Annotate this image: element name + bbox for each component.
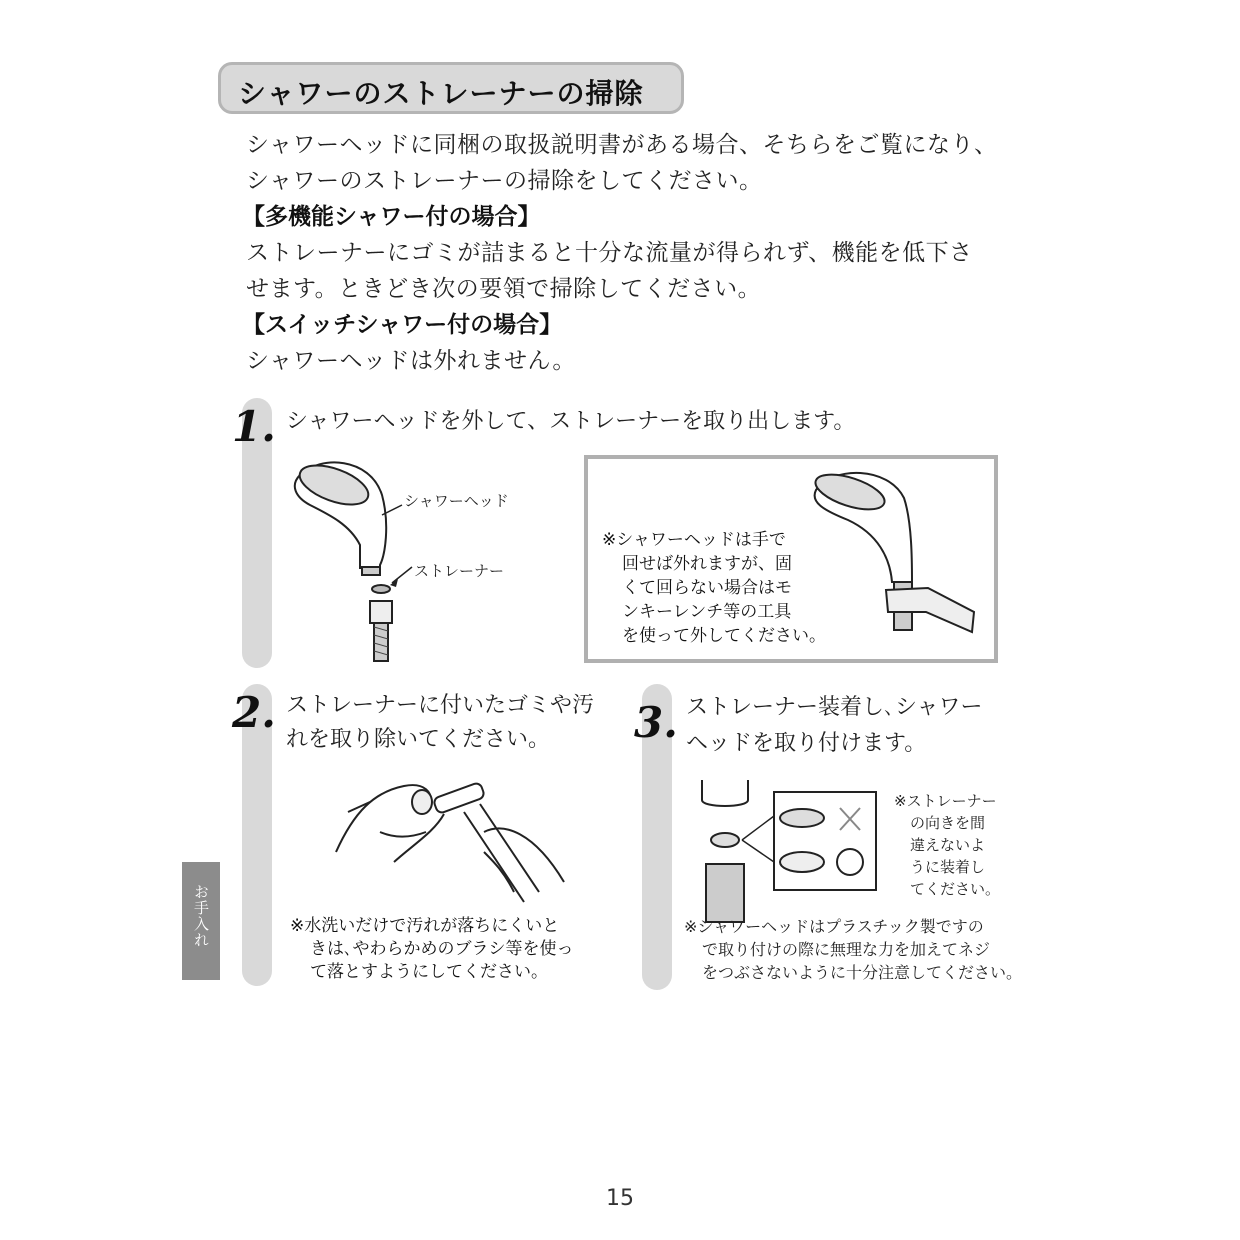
step1-note-line-2: 回せば外れますが、固: [622, 554, 792, 574]
intro-line-2: シャワーのストレーナーの掃除をしてください。: [246, 168, 763, 194]
step3-note-line-1: ※シャワーヘッドはプラスチック製ですの: [684, 917, 984, 936]
label-shower-head: シャワーヘッド: [404, 492, 509, 510]
orient-note-line-2: の向きを間: [910, 814, 986, 832]
step3-note-line-2: で取り付けの際に無理な力を加えてネジ: [702, 940, 991, 959]
strainer-orientation-illustration: [698, 778, 882, 928]
step1-note-line-5: を使って外してください。: [622, 626, 826, 646]
orient-note-line-5: てください。: [910, 880, 1001, 898]
multi-function-line-2: せます。ときどき次の要領で掃除してください。: [246, 276, 762, 302]
step2-number: 2.: [232, 688, 276, 737]
wrench-illustration: [808, 462, 988, 652]
step2-note-line-3: て落とすようにしてください。: [310, 962, 548, 982]
step3-note-line-3: をつぶさないように十分注意してください。: [702, 963, 1023, 982]
page-number: 15: [606, 1186, 634, 1211]
side-tab-label: お手入れ: [192, 884, 210, 948]
step2-text-line-2: れを取り除いてください。: [286, 727, 551, 752]
step1-note-line-4: ンキーレンチ等の工具: [622, 602, 792, 622]
step3-text-line-1: ストレーナー装着し､シャワー: [686, 695, 983, 720]
orient-note-line-3: 違えないよ: [910, 836, 986, 854]
step1-note-line-1: ※シャワーヘッドは手で: [602, 530, 786, 550]
multi-function-line-1: ストレーナーにゴミが詰まると十分な流量が得られず、機能を低下さ: [246, 240, 973, 266]
orient-note-line-1: ※ストレーナー: [894, 792, 997, 810]
step2-note-line-2: きは､やわらかめのブラシ等を使っ: [310, 939, 574, 959]
step1-note-line-3: くて回らない場合はモ: [622, 578, 792, 598]
side-tab-maintenance: [182, 862, 220, 980]
step1-number: 1.: [232, 402, 276, 451]
hands-brush-illustration: [334, 772, 574, 912]
switch-shower-text: シャワーヘッドは外れません。: [246, 348, 576, 374]
step2-text-line-1: ストレーナーに付いたゴミや汚: [286, 693, 595, 718]
step3-text-line-2: ヘッドを取り付けます。: [686, 731, 927, 756]
intro-line-1: シャワーヘッドに同梱の取扱説明書がある場合、そちらをご覧になり、: [246, 132, 998, 158]
step2-note-line-1: ※水洗いだけで汚れが落ちにくいと: [290, 916, 560, 936]
step3-number: 3.: [634, 698, 678, 747]
orient-note-line-4: うに装着し: [910, 858, 986, 876]
step1-text: シャワーヘッドを外して、ストレーナーを取り出します。: [286, 409, 856, 434]
label-strainer: ストレーナー: [414, 562, 505, 580]
switch-shower-heading: 【スイッチシャワー付の場合】: [242, 312, 563, 338]
section-title: シャワーのストレーナーの掃除: [238, 77, 644, 110]
multi-function-heading: 【多機能シャワー付の場合】: [242, 204, 541, 230]
